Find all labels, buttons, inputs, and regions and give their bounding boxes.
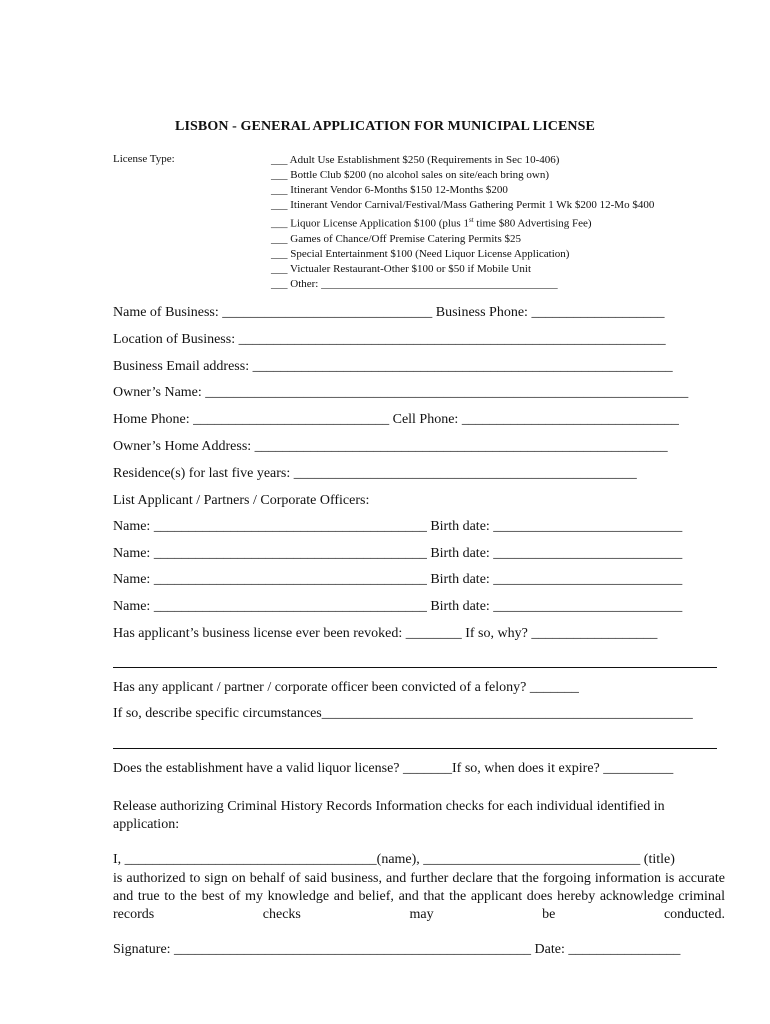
license-option-victualer[interactable]: ___ Victualer Restaurant-Other $100 or $50 if Mobile Unit <box>271 262 532 275</box>
signature-row[interactable]: Signature: ___________________________________________________ Date: ________________ <box>113 942 681 957</box>
phones-row[interactable]: Home Phone: ____________________________ Cell Phone: _______________________________ <box>113 412 679 427</box>
circumstances-row[interactable]: If so, describe specific circumstances_____________________________________________________ <box>113 706 693 721</box>
felony-row[interactable]: Has any applicant / partner / corporate officer been convicted of a felony? _______ <box>113 680 579 695</box>
liquor-license-row[interactable]: Does the establishment have a valid liquor license? _______If so, when does it expire? __________ <box>113 761 674 776</box>
license-option-liquor[interactable] <box>271 213 654 232</box>
officer-row[interactable]: Name: _______________________________________ Birth date: ___________________________ <box>113 519 683 534</box>
license-option-bottle-club[interactable]: ___ Bottle Club $200 (no alcohol sales on site/each bring own) <box>271 169 550 181</box>
license-option-itinerant-vendor[interactable]: ___ Itinerant Vendor 6-Months $150 12-Months $200 <box>271 184 508 196</box>
form-title: LISBON - GENERAL APPLICATION FOR MUNICIPAL LICENSE <box>175 119 595 134</box>
officers-heading: List Applicant / Partners / Corporate Officers: <box>113 493 370 508</box>
license-option-other[interactable]: ___ Other: ___________________________________________ <box>271 277 558 290</box>
revoked-row[interactable]: Has applicant’s business license ever been revoked: ________ If so, why? __________________ <box>113 626 658 641</box>
business-name-row[interactable]: Name of Business: ______________________________ Business Phone: ___________________ <box>113 305 665 320</box>
license-type-label: License Type: <box>113 153 175 165</box>
license-option-games-of-chance[interactable]: ___ Games of Chance/Off Premise Catering Permits $25 <box>271 232 521 245</box>
email-row[interactable]: Business Email address: ____________________________________________________________ <box>113 359 673 374</box>
officer-row[interactable]: Name: _______________________________________ Birth date: ___________________________ <box>113 546 683 561</box>
liquor-option-tail: time $80 Advertising Fee) <box>473 217 592 230</box>
location-row[interactable]: Location of Business: _____________________________________________________________ <box>113 332 666 347</box>
license-type-list <box>271 153 654 292</box>
revoked-continuation-line[interactable] <box>113 667 717 668</box>
owner-name-row[interactable]: Owner’s Name: _____________________________________________________________________ <box>113 385 689 400</box>
liquor-option-text: ___ Liquor License Application $100 (plus 1 <box>271 217 469 230</box>
declaration-name-title-row[interactable]: I, ____________________________________(name), _______________________________ (title) <box>113 852 675 867</box>
release-statement: Release authorizing Criminal History Records Information checks for each individual identified in application: <box>113 799 665 832</box>
liquor-option-sup: st <box>468 216 474 224</box>
officer-row[interactable]: Name: _______________________________________ Birth date: ___________________________ <box>113 599 683 614</box>
residences-row[interactable]: Residence(s) for last five years: _________________________________________________ <box>113 466 637 481</box>
license-option-adult-use[interactable]: ___ Adult Use Establishment $250 (Requirements in Sec 10-406) <box>271 154 560 166</box>
license-option-special-entertainment[interactable]: ___ Special Entertainment $100 (Need Liquor License Application) <box>271 247 570 260</box>
circumstances-continuation-line[interactable] <box>113 748 717 749</box>
license-option-itinerant-carnival[interactable]: ___ Itinerant Vendor Carnival/Festival/Mass Gathering Permit 1 Wk $200 12-Mo $400 <box>271 199 655 211</box>
officer-row[interactable]: Name: _______________________________________ Birth date: ___________________________ <box>113 572 683 587</box>
home-address-row[interactable]: Owner’s Home Address: ___________________________________________________________ <box>113 439 668 454</box>
declaration-body: is authorized to sign on behalf of said business, and further declare that the forgoing information is accurate and true to the best of my knowledge and belief, and that the applicant does hereby acknowledge criminal records checks may be conducted. <box>113 871 725 922</box>
